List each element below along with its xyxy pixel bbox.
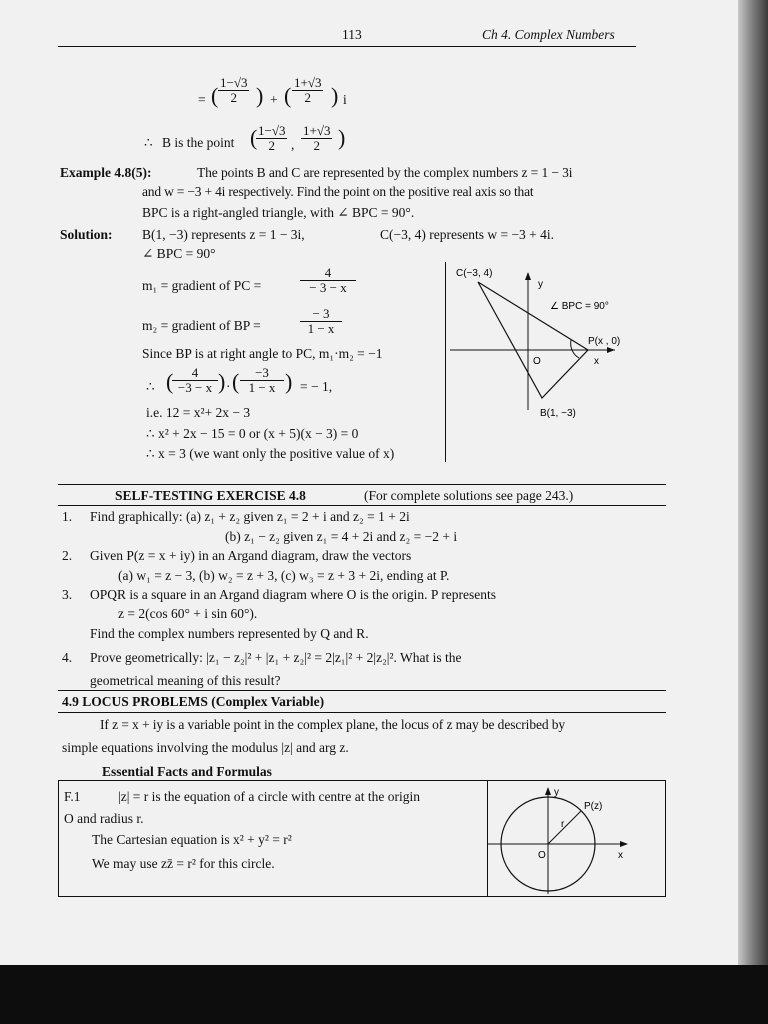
m2-fraction: $\frac{- 3}{1 - x}$ [300, 307, 342, 336]
q1-line-b: (b) z₁ − z₂ given z₁ = 4 + 2i and z₂ = −2 + i [225, 529, 458, 544]
label-r: r [561, 819, 565, 830]
y-axis-arrow [545, 787, 551, 795]
paren-open: ( [232, 369, 240, 394]
m1-fraction: $\frac{4}{- 3 - x}$ [300, 266, 356, 295]
label-c: C(−3, 4) [456, 268, 493, 279]
fact-line-4: We may use zz̄ = r² for this circle. [92, 856, 275, 871]
section-heading: 4.9 LOCUS PROBLEMS (Complex Variable) [62, 694, 325, 709]
label-angle: ∠ BPC = 90° [550, 301, 609, 312]
m1-text: m₁ = gradient of PC = [142, 278, 262, 293]
b-point-text: B is the point [162, 135, 235, 150]
paren-close: ) [218, 369, 226, 394]
locus-paragraph-1: If z = x + iy is a variable point in the complex plane, the locus of z may be described by [100, 717, 566, 732]
imag-unit: i [343, 92, 347, 107]
product-fraction-1: $\frac{4}{-3 - x}$ [172, 366, 218, 395]
product-result: = − 1, [300, 379, 333, 394]
q2-line-a: Given P(z = x + iy) in an Argand diagram, draw the vectors [90, 548, 412, 563]
paren-close: ) [331, 83, 339, 108]
x-axis-arrow [607, 347, 615, 353]
example-line-2: and w = −3 + 4i respectively. Find the point on the positive real axis so that [142, 184, 534, 199]
equals-sign: = [198, 92, 206, 107]
paren-close: ) [285, 369, 293, 394]
x-axis-arrow [620, 841, 628, 847]
y-axis-arrow [525, 272, 531, 280]
plus-sign: + [270, 92, 278, 107]
q3-line-a: OPQR is a square in an Argand diagram where O is the origin. P represents [90, 587, 497, 602]
paren-open: ( [284, 83, 292, 108]
q4-line-a: Prove geometrically: |z₁ − z₂|² + |z₁ + z₂|² = 2|z₁|² + 2|z₂|². What is the [90, 650, 462, 665]
fact-line-3: The Cartesian equation is x² + y² = r² [92, 832, 292, 847]
header-rule [58, 46, 636, 47]
page-number: 113 [342, 27, 362, 42]
q3-line-b: z = 2(cos 60° + i sin 60°). [118, 606, 258, 621]
therefore-symbol: ∴ [146, 379, 155, 394]
facts-heading: Essential Facts and Formulas [102, 764, 272, 779]
exercise-rule [58, 505, 666, 506]
b-point-x: $\frac{1-√3}{2}$ [258, 123, 286, 153]
therefore-symbol: ∴ [144, 135, 153, 150]
q1-line-a: Find graphically: (a) z₁ + z₂ given z₁ = 2 + i and z₂ = 1 + 2i [90, 509, 410, 524]
exercise-title: SELF-TESTING EXERCISE 4.8 [115, 488, 306, 503]
since-line: Since BP is at right angle to PC, m₁·m₂ = −1 [142, 346, 383, 361]
label-p: P(x , 0) [588, 336, 621, 347]
label-o: O [533, 356, 541, 367]
label-x: x [618, 850, 623, 861]
right-angle-arc [571, 340, 579, 358]
answer-line: ∴ x = 3 (we want only the positive value of x) [146, 446, 395, 461]
locus-rule [58, 712, 666, 713]
paren-open: ( [211, 83, 219, 108]
ie-line: i.e. 12 = x²+ 2x − 3 [146, 405, 251, 420]
label-y: y [538, 279, 543, 290]
locus-paragraph-2: simple equations involving the modulus |z| and arg z. [62, 740, 349, 755]
product-fraction-2: $\frac{-3}{1 - x}$ [240, 366, 284, 395]
radius-line [548, 811, 581, 844]
solution-label: Solution: [60, 227, 113, 242]
paren-open: ( [250, 125, 258, 150]
quadratic-line: ∴ x² + 2x − 15 = 0 or (x + 5)(x − 3) = 0 [146, 426, 359, 441]
locus-rule-top [58, 690, 666, 691]
b-point-y: $\frac{1+√3}{2}$ [303, 123, 331, 153]
m2-text: m₂ = gradient of BP = [142, 318, 261, 333]
label-x: x [594, 356, 599, 367]
exercise-note: (For complete solutions see page 243.) [364, 488, 574, 503]
fact-line-1: |z| = r is the equation of a circle with centre at the origin [118, 789, 421, 804]
chapter-title: Ch 4. Complex Numbers [482, 27, 615, 42]
solution-line-1a: B(1, −3) represents z = 1 − 3i, [142, 227, 305, 242]
exercise-rule-top [58, 484, 666, 485]
solution-line-1b: C(−3, 4) represents w = −3 + 4i. [380, 227, 555, 242]
book-spine-edge [738, 0, 768, 965]
paren-open: ( [166, 369, 174, 394]
example-label: Example 4.8(5): [60, 165, 152, 180]
label-b: B(1, −3) [540, 408, 576, 419]
q3-number: 3. [62, 587, 73, 602]
fraction-real-part: $\frac{1-√3}{2}$ [220, 75, 248, 105]
q1-number: 1. [62, 509, 73, 524]
solution-divider [445, 262, 446, 462]
example-line-3: BPC is a right-angled triangle, with ∠ BPC = 90°. [142, 205, 415, 220]
q4-number: 4. [62, 650, 73, 665]
scan-bottom-border [0, 965, 768, 1024]
paren-close: ) [338, 125, 346, 150]
label-y: y [554, 787, 559, 798]
q4-line-b: geometrical meaning of this result? [90, 673, 281, 688]
fact-line-2: O and radius r. [64, 811, 144, 826]
fraction-imag-part: $\frac{1+√3}{2}$ [294, 75, 322, 105]
q2-number: 2. [62, 548, 73, 563]
circle-diagram [488, 781, 662, 894]
comma: , [291, 137, 295, 152]
paren-close: ) [256, 83, 264, 108]
dot-operator: · [226, 379, 231, 394]
q3-line-c: Find the complex numbers represented by Q and R. [90, 626, 369, 641]
solution-angle: ∠ BPC = 90° [142, 246, 216, 261]
q2-line-b: (a) w₁ = z − 3, (b) w₂ = z + 3, (c) w₃ = z + 3 + 2i, ending at P. [118, 568, 450, 583]
triangle-diagram [450, 262, 650, 422]
triangle-bpc [478, 282, 588, 398]
example-line-1: The points B and C are represented by the complex numbers z = 1 − 3i [197, 165, 573, 180]
fact-label: F.1 [64, 789, 81, 804]
label-pz: P(z) [584, 801, 603, 812]
label-o: O [538, 850, 546, 861]
